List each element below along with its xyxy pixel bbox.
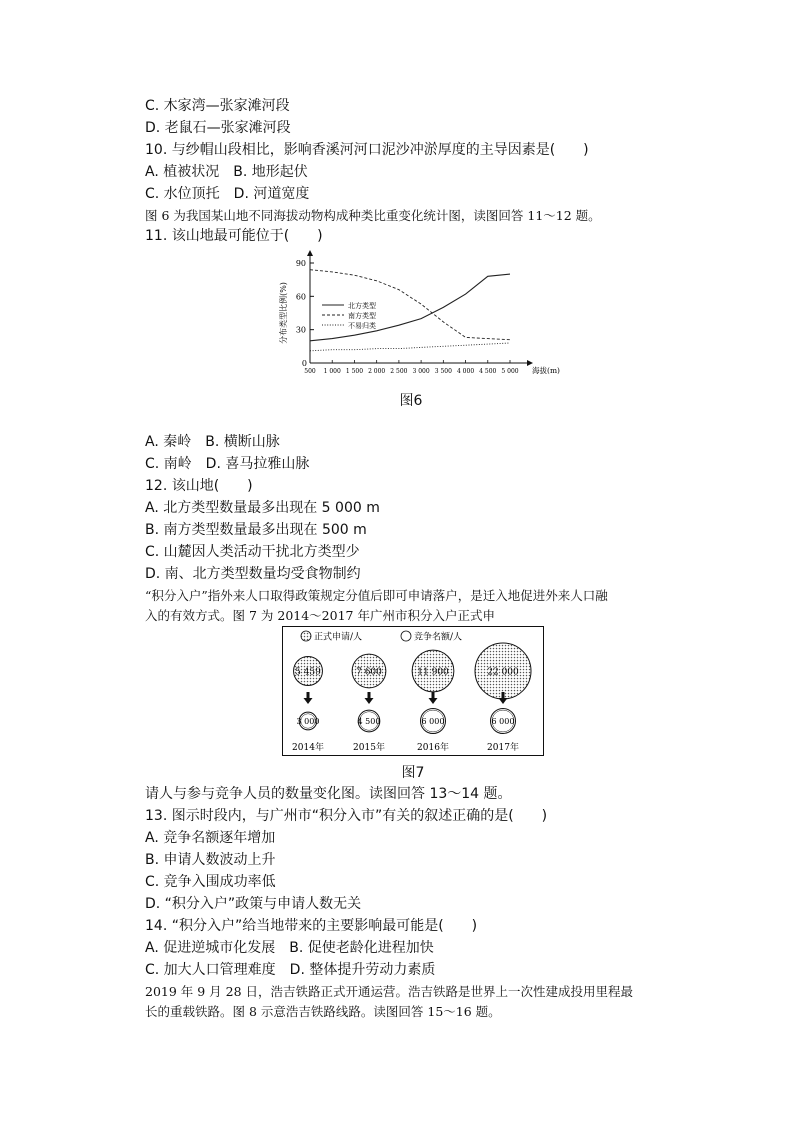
q10-options-ab: A. 植被状况 B. 地形起伏: [145, 164, 308, 180]
x-tick-label: 3 000: [412, 368, 430, 375]
intro-13-14-part1: “积分入户”指外来人口取得政策规定分值后即可申请落户，是迁入地促进外来人口融: [145, 588, 608, 603]
question-10: 10. 与纱帽山段相比，影响香溪河河口泥沙冲淤厚度的主导因素是( ): [145, 142, 589, 158]
question-13: 13. 图示时段内，与广州市“积分入市”有关的叙述正确的是( ): [145, 808, 548, 824]
y-axis-label: 分布类型比例(%): [279, 282, 288, 344]
arrow-shaft: [502, 692, 505, 698]
intro-15-16-part2: 长的重载铁路。图 8 示意浩吉铁路线路。读图回答 15～16 题。: [145, 1004, 501, 1019]
q13-option-b: B. 申请人数波动上升: [145, 852, 276, 868]
x-tick-label: 500: [304, 368, 316, 375]
figure-6-chart: [270, 248, 560, 383]
y-tick-label: 90: [295, 259, 306, 268]
series-line-1: [310, 274, 510, 341]
q12-option-b: B. 南方类型数量最多出现在 500 m: [145, 522, 367, 538]
q11-options-cd: C. 南岭 D. 喜马拉雅山脉: [145, 456, 310, 472]
question-11: 11. 该山地最可能位于( ): [145, 228, 323, 244]
q12-option-d: D. 南、北方类型数量均受食物制约: [145, 566, 361, 582]
q9-option-c: C. 木家湾—张家滩河段: [145, 98, 290, 114]
intro-11-12: 图 6 为我国某山地不同海拔动物构成种类比重变化统计图，读图回答 11～12 题。: [145, 208, 601, 223]
question-14: 14. “积分入户”给当地带来的主要影响最可能是( ): [145, 918, 478, 934]
arrow-shaft: [307, 692, 310, 698]
arrow-shaft: [432, 692, 435, 698]
q12-option-a: A. 北方类型数量最多出现在 5 000 m: [145, 500, 380, 516]
series-line-3: [310, 343, 510, 351]
quota-value-label: 6 000: [491, 717, 515, 726]
x-tick-label: 1 500: [345, 368, 364, 375]
legend-label: 北方类型: [348, 302, 376, 310]
intro-13-14-part2: 入的有效方式。图 7 为 2014～2017 年广州市积分入户正式申: [145, 608, 495, 623]
quota-value-label: 6 000: [421, 717, 445, 726]
q10-options-cd: C. 水位顶托 D. 河道宽度: [145, 186, 310, 202]
legend-quota-swatch: [401, 631, 411, 641]
question-12: 12. 该山地( ): [145, 478, 253, 494]
q12-option-c: C. 山麓因人类活动干扰北方类型少: [145, 544, 360, 560]
legend-applicants-label: 正式申请/人: [314, 632, 363, 643]
q13-option-a: A. 竞争名额逐年增加: [145, 830, 276, 846]
q14-options-ab: A. 促进逆城市化发展 B. 促使老龄化进程加快: [145, 940, 434, 956]
year-label: 2016年: [417, 743, 449, 753]
x-tick-label: 3 500: [434, 368, 452, 375]
x-tick-label: 1 000: [323, 368, 341, 375]
arrow-shaft: [368, 692, 371, 698]
legend-label: 不易归类: [348, 322, 376, 330]
x-tick-label: 4 000: [456, 368, 475, 375]
quota-value-label: 3 000: [296, 717, 320, 726]
q13-option-d: D. “积分入户”政策与申请人数无关: [145, 896, 362, 912]
figure-6-caption: 图6: [399, 393, 423, 409]
legend-applicants-swatch: [301, 631, 311, 641]
applicants-value-label: 7 600: [356, 667, 382, 678]
x-tick-label: 4 500: [479, 368, 497, 375]
figure-7-caption: 图7: [401, 765, 425, 781]
x-axis-label: 海拔(m): [532, 366, 560, 375]
y-tick-label: 0: [301, 359, 307, 368]
q13-option-c: C. 竞争入围成功率低: [145, 874, 276, 890]
figure-7-chart: [282, 626, 544, 756]
year-label: 2015年: [353, 743, 385, 753]
year-label: 2014年: [292, 743, 324, 753]
legend-quota-label: 竞争名额/人: [414, 632, 463, 643]
q11-options-ab: A. 秦岭 B. 横断山脉: [145, 434, 280, 450]
q9-option-d: D. 老鼠石—张家滩河段: [145, 120, 291, 136]
applicants-value-label: 22 000: [487, 667, 519, 678]
q14-options-cd: C. 加大人口管理难度 D. 整体提升劳动力素质: [145, 962, 436, 978]
y-tick-label: 60: [295, 292, 306, 302]
legend-label: 南方类型: [348, 312, 376, 320]
applicants-value-label: 5 459: [295, 667, 321, 678]
y-tick-label: 30: [295, 325, 306, 335]
x-tick-label: 2 000: [368, 368, 386, 375]
intro-15-16-part1: 2019 年 9 月 28 日，浩吉铁路正式开通运营。浩吉铁路是世界上一次性建成投用里程最: [145, 984, 634, 999]
x-tick-label: 2 500: [390, 368, 408, 375]
applicants-value-label: 11 900: [417, 667, 449, 678]
year-label: 2017年: [487, 743, 519, 753]
quota-value-label: 4 500: [357, 717, 381, 726]
x-tick-label: 5 000: [501, 368, 519, 375]
intro-13-14-part3: 请人与参与竞争人员的数量变化图。读图回答 13～14 题。: [145, 786, 512, 802]
